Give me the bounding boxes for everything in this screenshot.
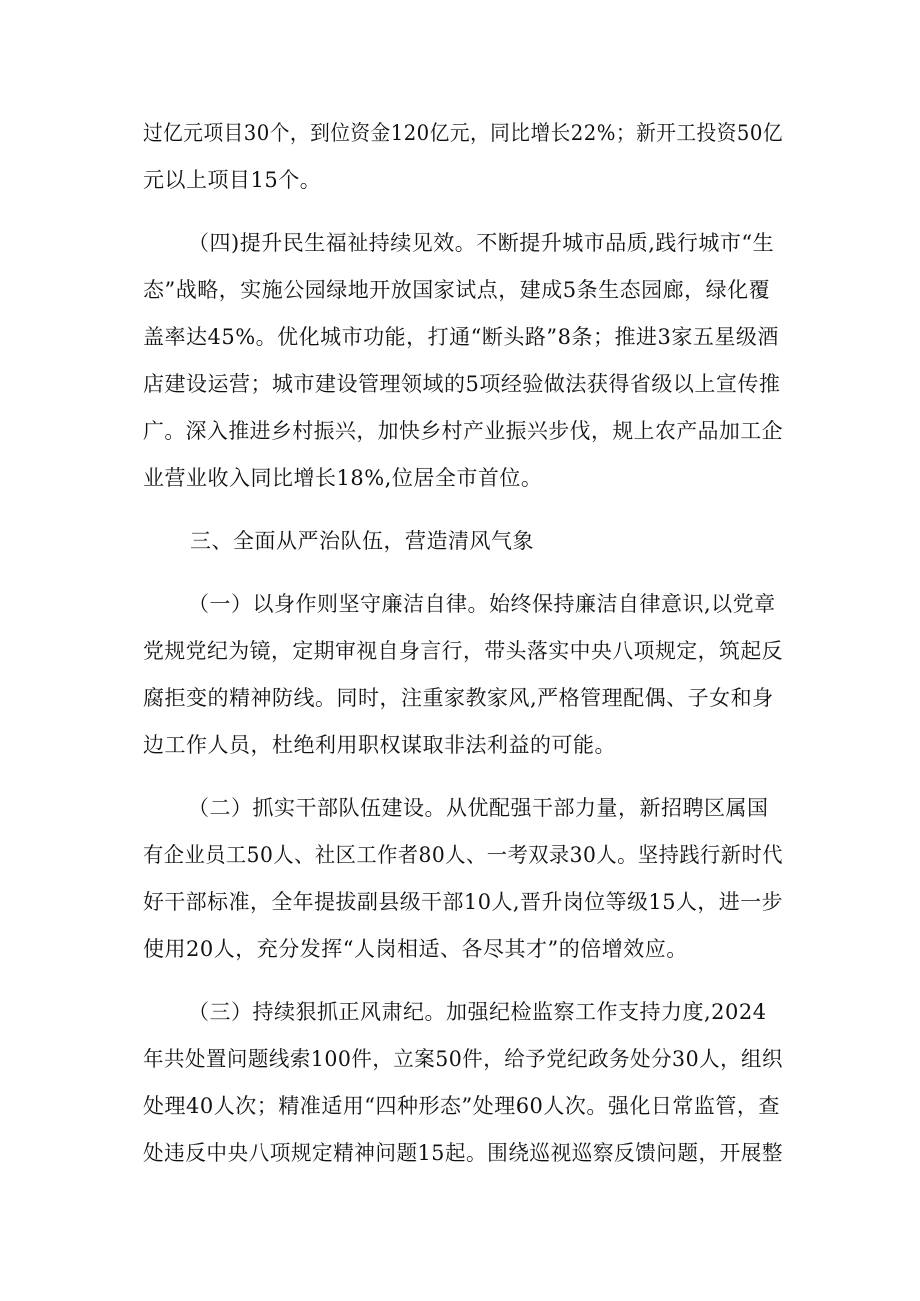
line-text: 态”战略，实施公园绿地开放国家试点，建成5条生态园廊，绿化覆 xyxy=(143,278,771,302)
body-line xyxy=(0,633,920,669)
body-line xyxy=(0,1088,920,1124)
paragraph-start-line xyxy=(0,225,920,261)
line-text: 业营业收入同比增长18%,位居全市首位。 xyxy=(143,466,543,490)
line-text: 处理40人次；精准适用“四种形态”处理60人次。强化日常监管，查 xyxy=(143,1094,780,1118)
body-line xyxy=(0,319,920,355)
line-text: 边工作人员，杜绝利用职权谋取非法利益的可能。 xyxy=(143,733,616,757)
body-line xyxy=(0,413,920,449)
paragraph-start-line xyxy=(0,790,920,826)
line-text: （一）以身作则坚守廉洁自律。始终保持廉洁自律意识,以党章 xyxy=(188,592,776,616)
body-line xyxy=(0,1041,920,1077)
line-text: 党规党纪为镜，定期审视自身言行，带头落实中央八项规定，筑起反 xyxy=(143,639,783,663)
section-heading-text: 三、全面从严治队伍，营造清风气象 xyxy=(190,529,534,553)
line-text: 过亿元项目30个，到位资金120亿元，同比增长22%；新开工投资50亿 xyxy=(143,121,783,145)
line-text: 好干部标准，全年提拔副县级干部10人,晋升岗位等级15人，进一步 xyxy=(143,890,783,914)
paragraph-start-line xyxy=(0,586,920,622)
line-text: （四)提升民生福祉持续见效。不断提升城市品质,践行城市“生 xyxy=(188,231,775,255)
line-text: 年共处置问题线索100件，立案50件，给予党纪政务处分30人，组织 xyxy=(143,1047,783,1071)
body-line xyxy=(0,366,920,402)
line-text: 元以上项目15个。 xyxy=(143,168,322,192)
body-line xyxy=(0,931,920,967)
body-line xyxy=(0,162,920,198)
body-line xyxy=(0,460,920,496)
line-text: 使用20人，充分发挥“人岗相适、各尽其才”的倍增效应。 xyxy=(143,937,688,961)
body-line xyxy=(0,680,920,716)
line-text: （三）持续狠抓正风肃纪。加强纪检监察工作支持力度,2024 xyxy=(188,1000,767,1024)
section-heading xyxy=(0,523,920,559)
line-text: 有企业员工50人、社区工作者80人、一考双录30人。坚持践行新时代 xyxy=(143,843,783,867)
line-text: 腐拒变的精神防线。同时，注重家教家风,严格管理配偶、子女和身 xyxy=(143,686,774,710)
line-text: 盖率达45%。优化城市功能，打通“断头路”8条；推进3家五星级酒 xyxy=(143,325,779,349)
body-line xyxy=(0,837,920,873)
body-line xyxy=(0,884,920,920)
line-text: （二）抓实干部队伍建设。从优配强干部力量，新招聘区属国 xyxy=(188,796,769,820)
paragraph-start-line xyxy=(0,994,920,1030)
body-line xyxy=(0,272,920,308)
line-text: 广。深入推进乡村振兴，加快乡村产业振兴步伐，规上农产品加工企 xyxy=(143,419,783,443)
body-line xyxy=(0,1135,920,1171)
line-text: 处违反中央八项规定精神问题15起。围绕巡视巡察反馈问题，开展整 xyxy=(143,1141,783,1165)
body-line xyxy=(0,727,920,763)
body-line xyxy=(0,115,920,151)
line-text: 店建设运营；城市建设管理领域的5项经验做法获得省级以上宣传推 xyxy=(143,372,781,396)
